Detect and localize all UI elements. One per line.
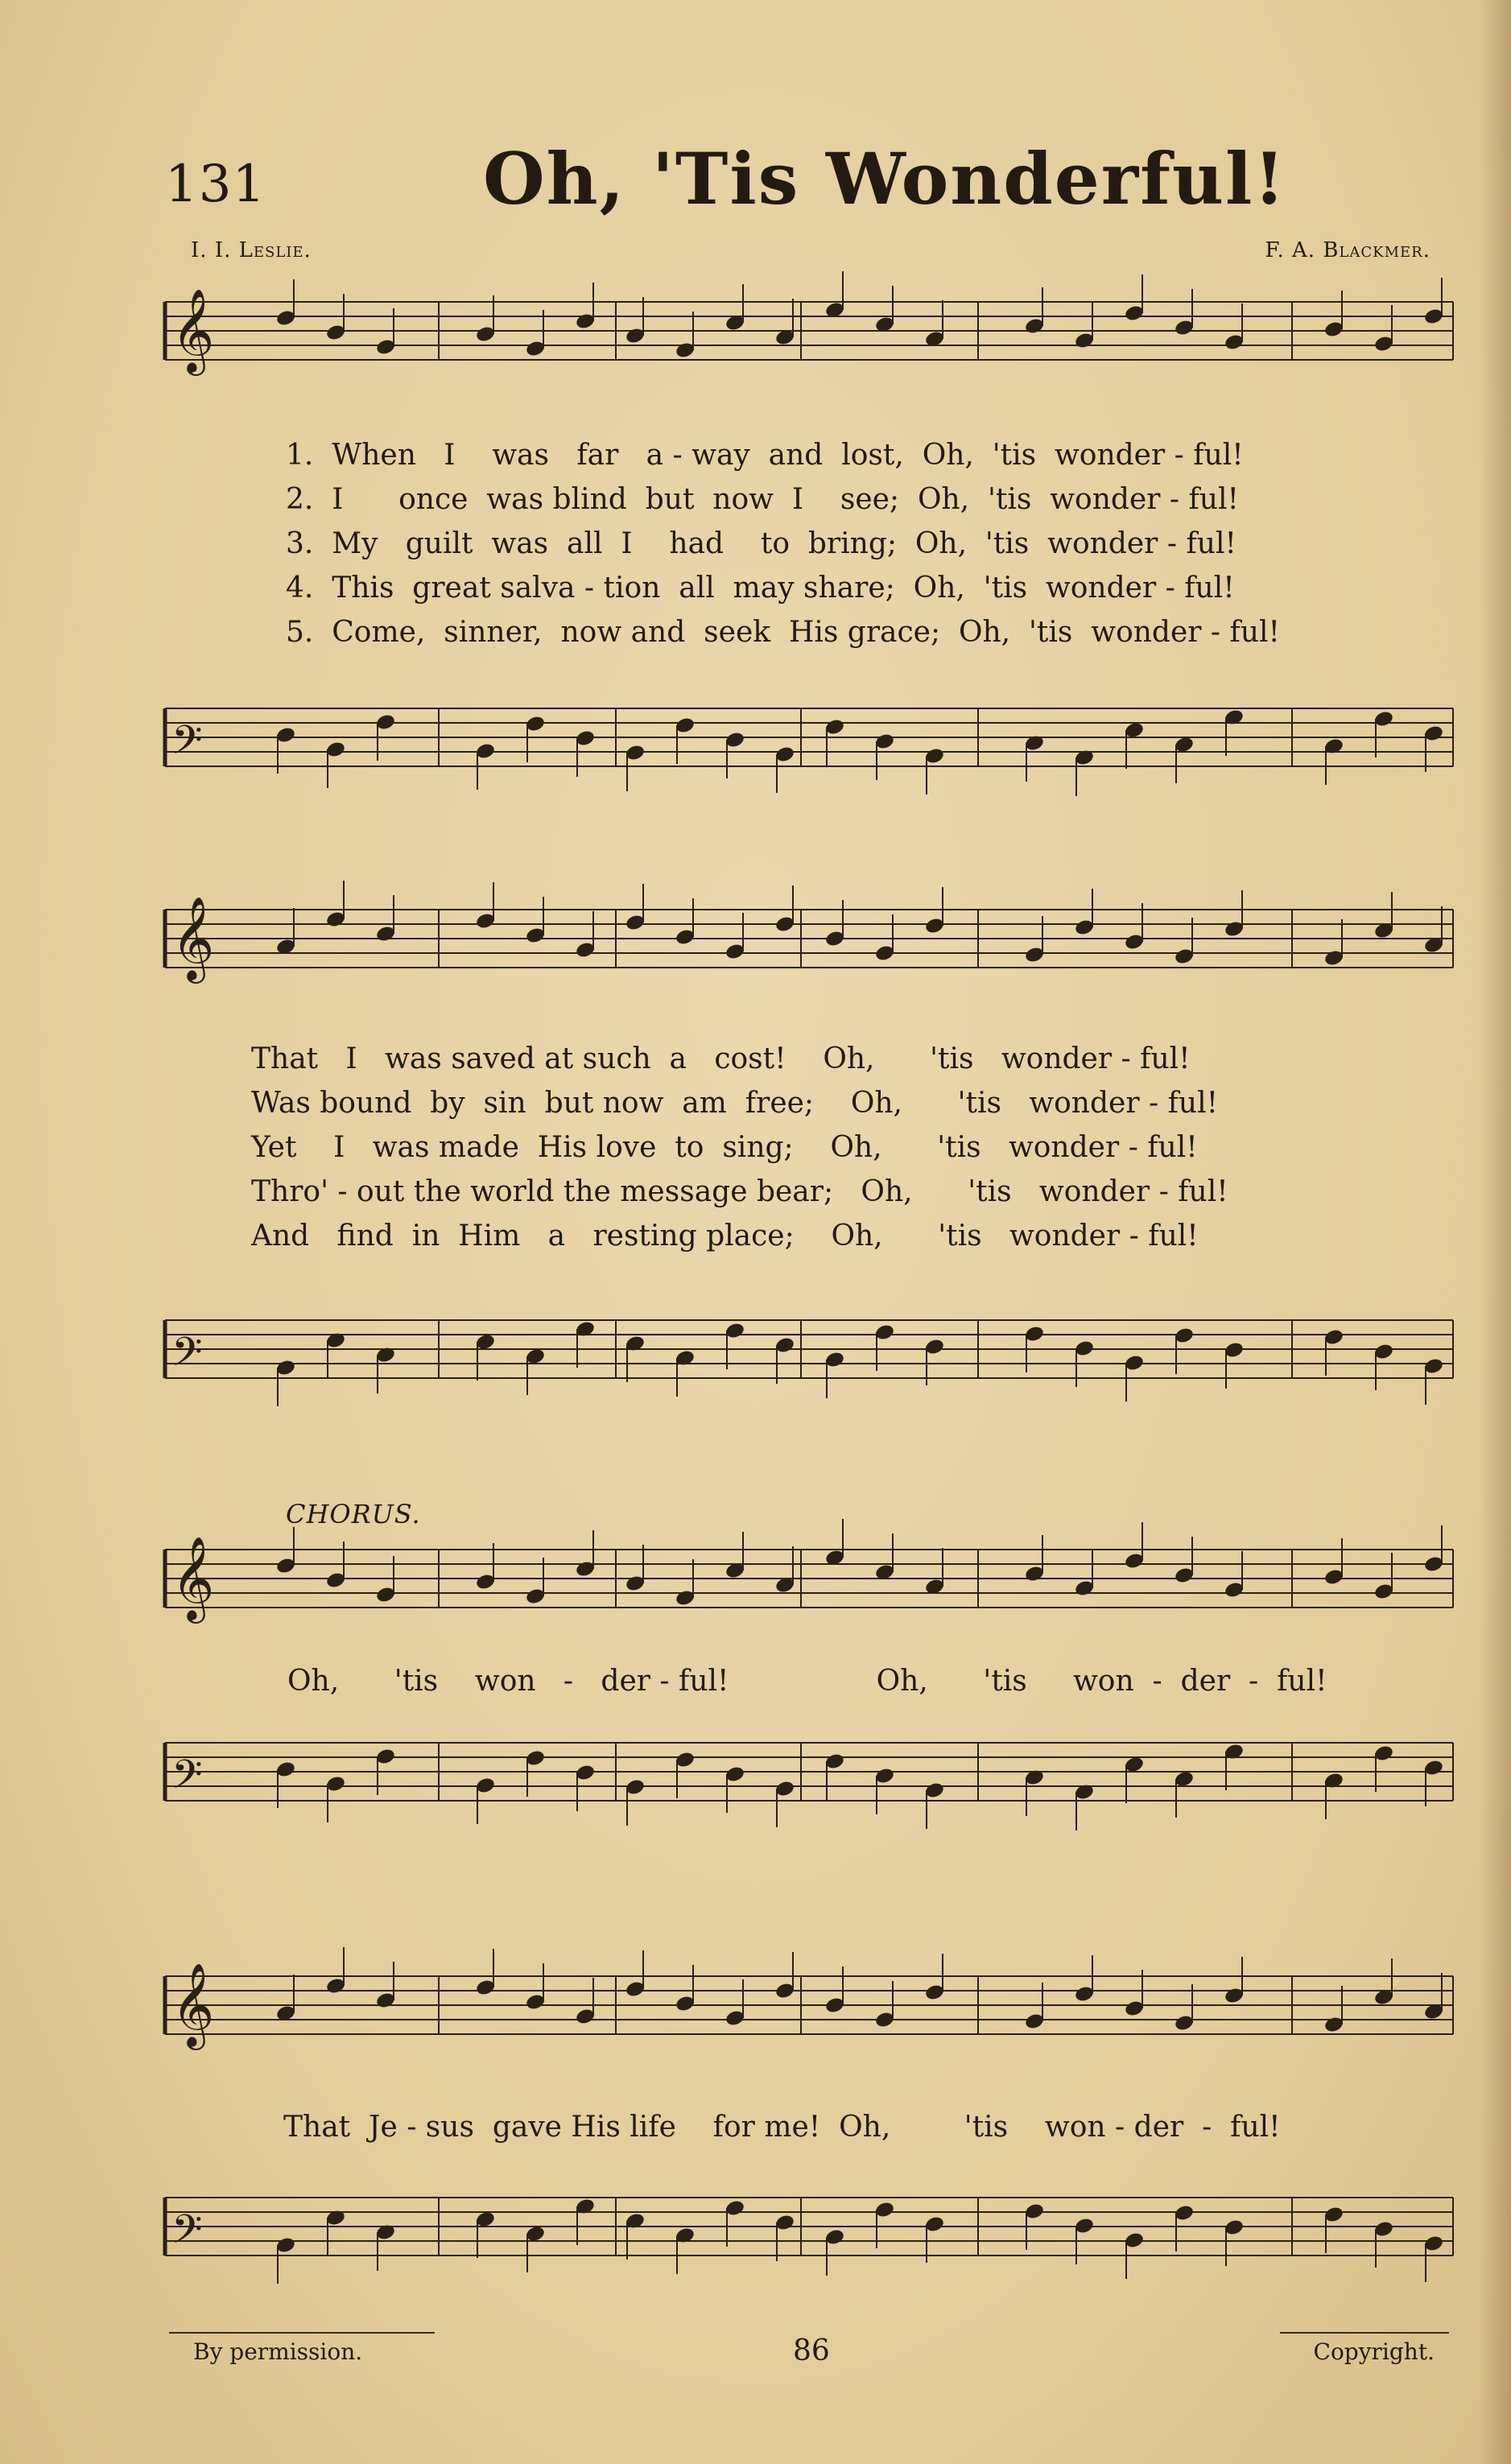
page-number: 86 <box>793 2334 830 2367</box>
treble-clef-icon: 𝄞 <box>171 1536 215 1620</box>
treble-clef-icon: 𝄞 <box>171 288 215 373</box>
treble-staff-1 <box>165 288 1453 373</box>
verse-3-line-2: Yet I was made His love to sing; Oh, 'tis wonder - ful! <box>251 1131 1198 1164</box>
verse-4-line-2: Thro' - out the world the message bear; Oh, 'tis wonder - ful! <box>251 1175 1228 1208</box>
chorus-line-2: That Je - sus gave His life for me! Oh, 'tis won - der - ful! <box>283 2111 1281 2144</box>
verse-2-line-1: 2. I once was blind but now I see; Oh, 'tis wonder - ful! <box>286 483 1239 516</box>
lyricist: I. I. Leslie. <box>191 238 312 262</box>
hymn-number: 131 <box>165 155 266 214</box>
footer-rule-right <box>1280 2332 1449 2334</box>
footer-rule-left <box>169 2332 435 2334</box>
verse-3-line-1: 3. My guilt was all I had to bring; Oh, 'tis wonder - ful! <box>286 527 1236 560</box>
treble-staff-3 <box>165 1536 1453 1620</box>
copyright-note: Copyright. <box>1313 2338 1435 2365</box>
verse-5-line-1: 5. Come, sinner, now and seek His grace; Oh, 'tis wonder - ful! <box>286 616 1281 649</box>
verse-1-line-1: 1. When I was far a - way and lost, Oh, 'tis wonder - ful! <box>286 439 1244 472</box>
page-edge-shadow <box>1479 0 1511 2464</box>
bass-staff-2 <box>165 1320 1453 1385</box>
bass-clef-icon: 𝄢 <box>171 2206 203 2263</box>
composer: F. A. Blackmer. <box>1265 238 1430 262</box>
hymn-title: Oh, 'Tis Wonderful! <box>483 137 1287 221</box>
treble-staff-4 <box>165 1963 1453 2047</box>
chorus-label: CHORUS. <box>286 1499 421 1529</box>
chorus-line-1: Oh, 'tis won - der - ful! Oh, 'tis won - der - ful! <box>287 1665 1327 1698</box>
verse-5-line-2: And find in Him a resting place; Oh, 'tis wonder - ful! <box>251 1220 1199 1253</box>
verse-1-line-2: That I was saved at such a cost! Oh, 'tis wonder - ful! <box>251 1042 1191 1075</box>
bass-clef-icon: 𝄢 <box>171 717 203 774</box>
bass-clef-icon: 𝄢 <box>171 1752 203 1808</box>
treble-clef-icon: 𝄞 <box>171 1963 215 2047</box>
verse-2-line-2: Was bound by sin but now am free; Oh, 'tis wonder - ful! <box>251 1087 1219 1120</box>
bass-staff-3 <box>165 1743 1453 1807</box>
bass-staff-4 <box>165 2198 1453 2262</box>
treble-clef-icon: 𝄞 <box>171 896 215 980</box>
verse-4-line-1: 4. This great salva - tion all may share; Oh, 'tis wonder - ful! <box>286 572 1235 605</box>
bass-staff-1 <box>165 708 1453 773</box>
treble-staff-2 <box>165 896 1453 980</box>
permission-note: By permission. <box>193 2338 363 2365</box>
bass-clef-icon: 𝄢 <box>171 1329 203 1385</box>
